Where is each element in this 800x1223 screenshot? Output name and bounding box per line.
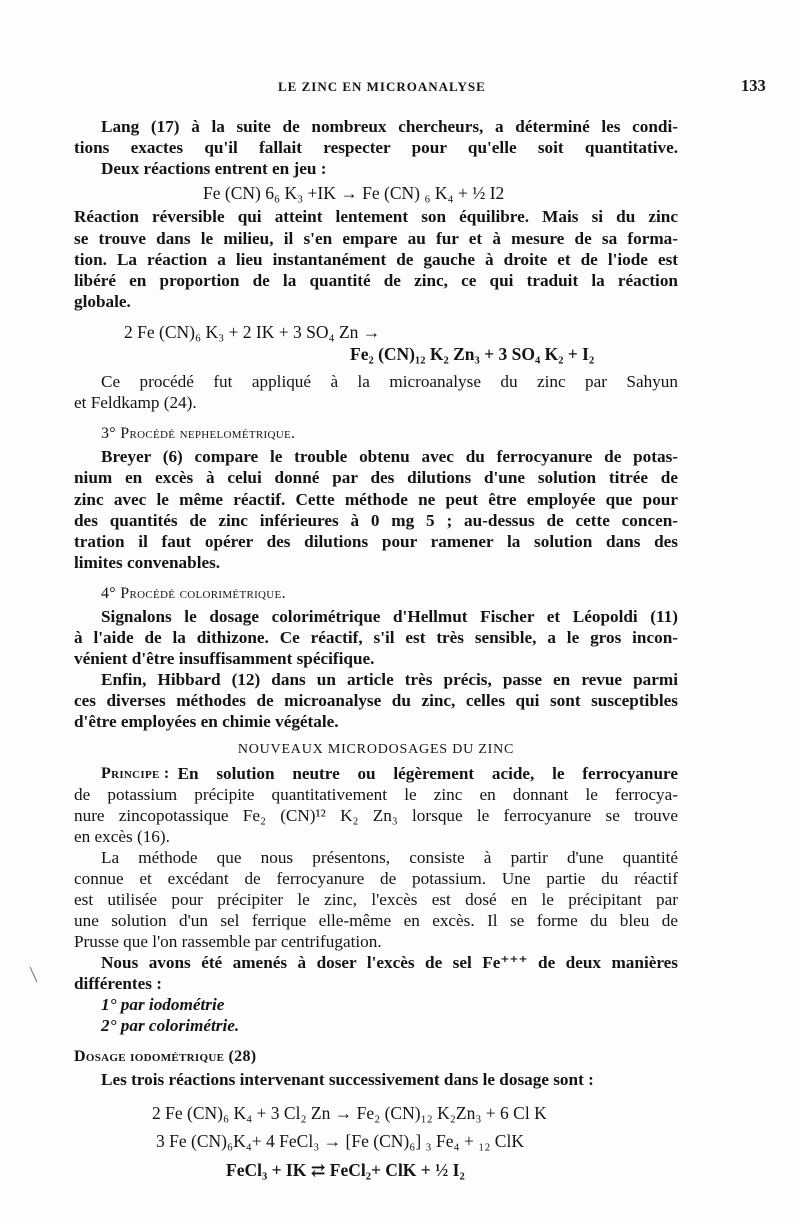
text-line: se trouve dans le milieu, il s'en empare au fur et à mesure de sa forma- bbox=[74, 229, 678, 248]
text-line: nure zincopotassique Fe₂ (CN)¹² K₂ Zn₃ lorsque le ferrocyanure se trouve bbox=[74, 806, 678, 825]
principe-line bbox=[101, 763, 678, 784]
page-number: 133 bbox=[741, 76, 766, 95]
text-line: tion. La réaction a lieu instantanément de gauche à droite et de l'iode est bbox=[74, 250, 678, 269]
section-heading-4: 4° Procédé colorimétrique. bbox=[101, 585, 286, 602]
equation-4: 3 Fe (CN)₆K₄+ 4 FeCl₃ → [Fe (CN)₆] ₃ Fe₄ + ₁₂ ClK bbox=[156, 1131, 524, 1151]
text-line: différentes : bbox=[74, 974, 162, 993]
text-line: Deux réactions entrent en jeu : bbox=[101, 159, 327, 178]
principe-label: Principe : bbox=[101, 765, 170, 782]
list-item: 2° par colorimétrie. bbox=[101, 1016, 240, 1035]
section-heading-3: 3° Procédé nephelométrique. bbox=[101, 425, 296, 442]
list-item: 1° par iodométrie bbox=[101, 995, 225, 1014]
section-heading-dosage: Dosage iodométrique (28) bbox=[74, 1048, 257, 1065]
text-line: globale. bbox=[74, 292, 131, 311]
equation-3: 2 Fe (CN)₆ K₄ + 3 Cl₂ Zn → Fe₂ (CN)₁₂ K₂Zn₃ + 6 Cl K bbox=[152, 1103, 547, 1123]
equation-2a: 2 Fe (CN)₆ K₃ + 2 IK + 3 SO₄ Zn → bbox=[124, 322, 381, 342]
text-line: zinc avec le même réactif. Cette méthode ne peut être employée que pour bbox=[74, 490, 678, 509]
text-line: nium en excès à celui donné par des dilutions d'une solution titrée de bbox=[74, 468, 678, 487]
equation-2b: Fe₂ (CN)₁₂ K₂ Zn₃ + 3 SO₄ K₂ + I₂ bbox=[350, 344, 595, 364]
text-line: Signalons le dosage colorimétrique d'Hellmut Fischer et Léopoldi (11) bbox=[101, 607, 678, 626]
text-line: Lang (17) à la suite de nombreux chercheurs, a déterminé les condi- bbox=[101, 117, 678, 136]
equation-1: Fe (CN) 6₆ K₃ +IK → Fe (CN) ₆ K₄ + ½ I2 bbox=[203, 183, 505, 203]
text-line: vénient d'être insuffisamment spécifique. bbox=[74, 649, 375, 668]
text-line: libéré en proportion de la quantité de zinc, ce qui traduit la réaction bbox=[74, 271, 678, 290]
text-line: Prusse que l'on rassemble par centrifugation. bbox=[74, 932, 382, 951]
text-line: de potassium précipite quantitativement le zinc en donnant le ferrocya- bbox=[74, 785, 678, 804]
text-line: Les trois réactions intervenant successivement dans le dosage sont : bbox=[101, 1070, 594, 1089]
text-line: ces diverses méthodes de microanalyse du zinc, celles qui sont susceptibles bbox=[74, 691, 678, 710]
text-line: Enfin, Hibbard (12) dans un article très précis, passe en revue parmi bbox=[101, 670, 678, 689]
text-line: Nous avons été amenés à doser l'excès de sel Fe⁺⁺⁺ de deux manières bbox=[101, 953, 678, 972]
text-line: tration il faut opérer des dilutions pour ramener la solution dans des bbox=[74, 532, 678, 551]
text-line: En solution neutre ou légèrement acide, le ferrocyanure bbox=[177, 764, 678, 783]
text-line: connue et excédant de ferrocyanure de potassium. Une partie du réactif bbox=[74, 869, 678, 888]
text-line: est utilisée pour précipiter le zinc, l'excès est dosé en le précipitant par bbox=[74, 890, 678, 909]
text-line: Ce procédé fut appliqué à la microanalyse du zinc par Sahyun bbox=[101, 372, 678, 391]
text-line: une solution d'un sel ferrique elle-même en excès. Il se forme du bleu de bbox=[74, 911, 678, 930]
text-line: à l'aide de la dithizone. Ce réactif, s'il est très sensible, a le gros incon- bbox=[74, 628, 678, 647]
text-line: tions exactes qu'il fallait respecter pour qu'elle soit quantitative. bbox=[74, 138, 678, 157]
running-head-title: LE ZINC EN MICROANALYSE bbox=[278, 79, 486, 94]
text-line: et Feldkamp (24). bbox=[74, 393, 197, 412]
text-line: Breyer (6) compare le trouble obtenu avec du ferrocyanure de potas- bbox=[101, 447, 678, 466]
text-line: La méthode que nous présentons, consiste à partir d'une quantité bbox=[101, 848, 678, 867]
equation-5: FeCl₃ + IK ⇄ FeCl₂+ ClK + ½ I₂ bbox=[226, 1160, 465, 1180]
text-line: des quantités de zinc inférieures à 0 mg 5 ; au-dessus de cette concen- bbox=[74, 511, 678, 530]
section-title: NOUVEAUX MICRODOSAGES DU ZINC bbox=[237, 742, 515, 757]
text-line: en excès (16). bbox=[74, 827, 170, 846]
text-line: limites convenables. bbox=[74, 553, 221, 572]
text-line: d'être employées en chimie végétale. bbox=[74, 712, 339, 731]
margin-stroke bbox=[28, 965, 40, 985]
text-line: Réaction réversible qui atteint lentement son équilibre. Mais si du zinc bbox=[74, 207, 678, 226]
